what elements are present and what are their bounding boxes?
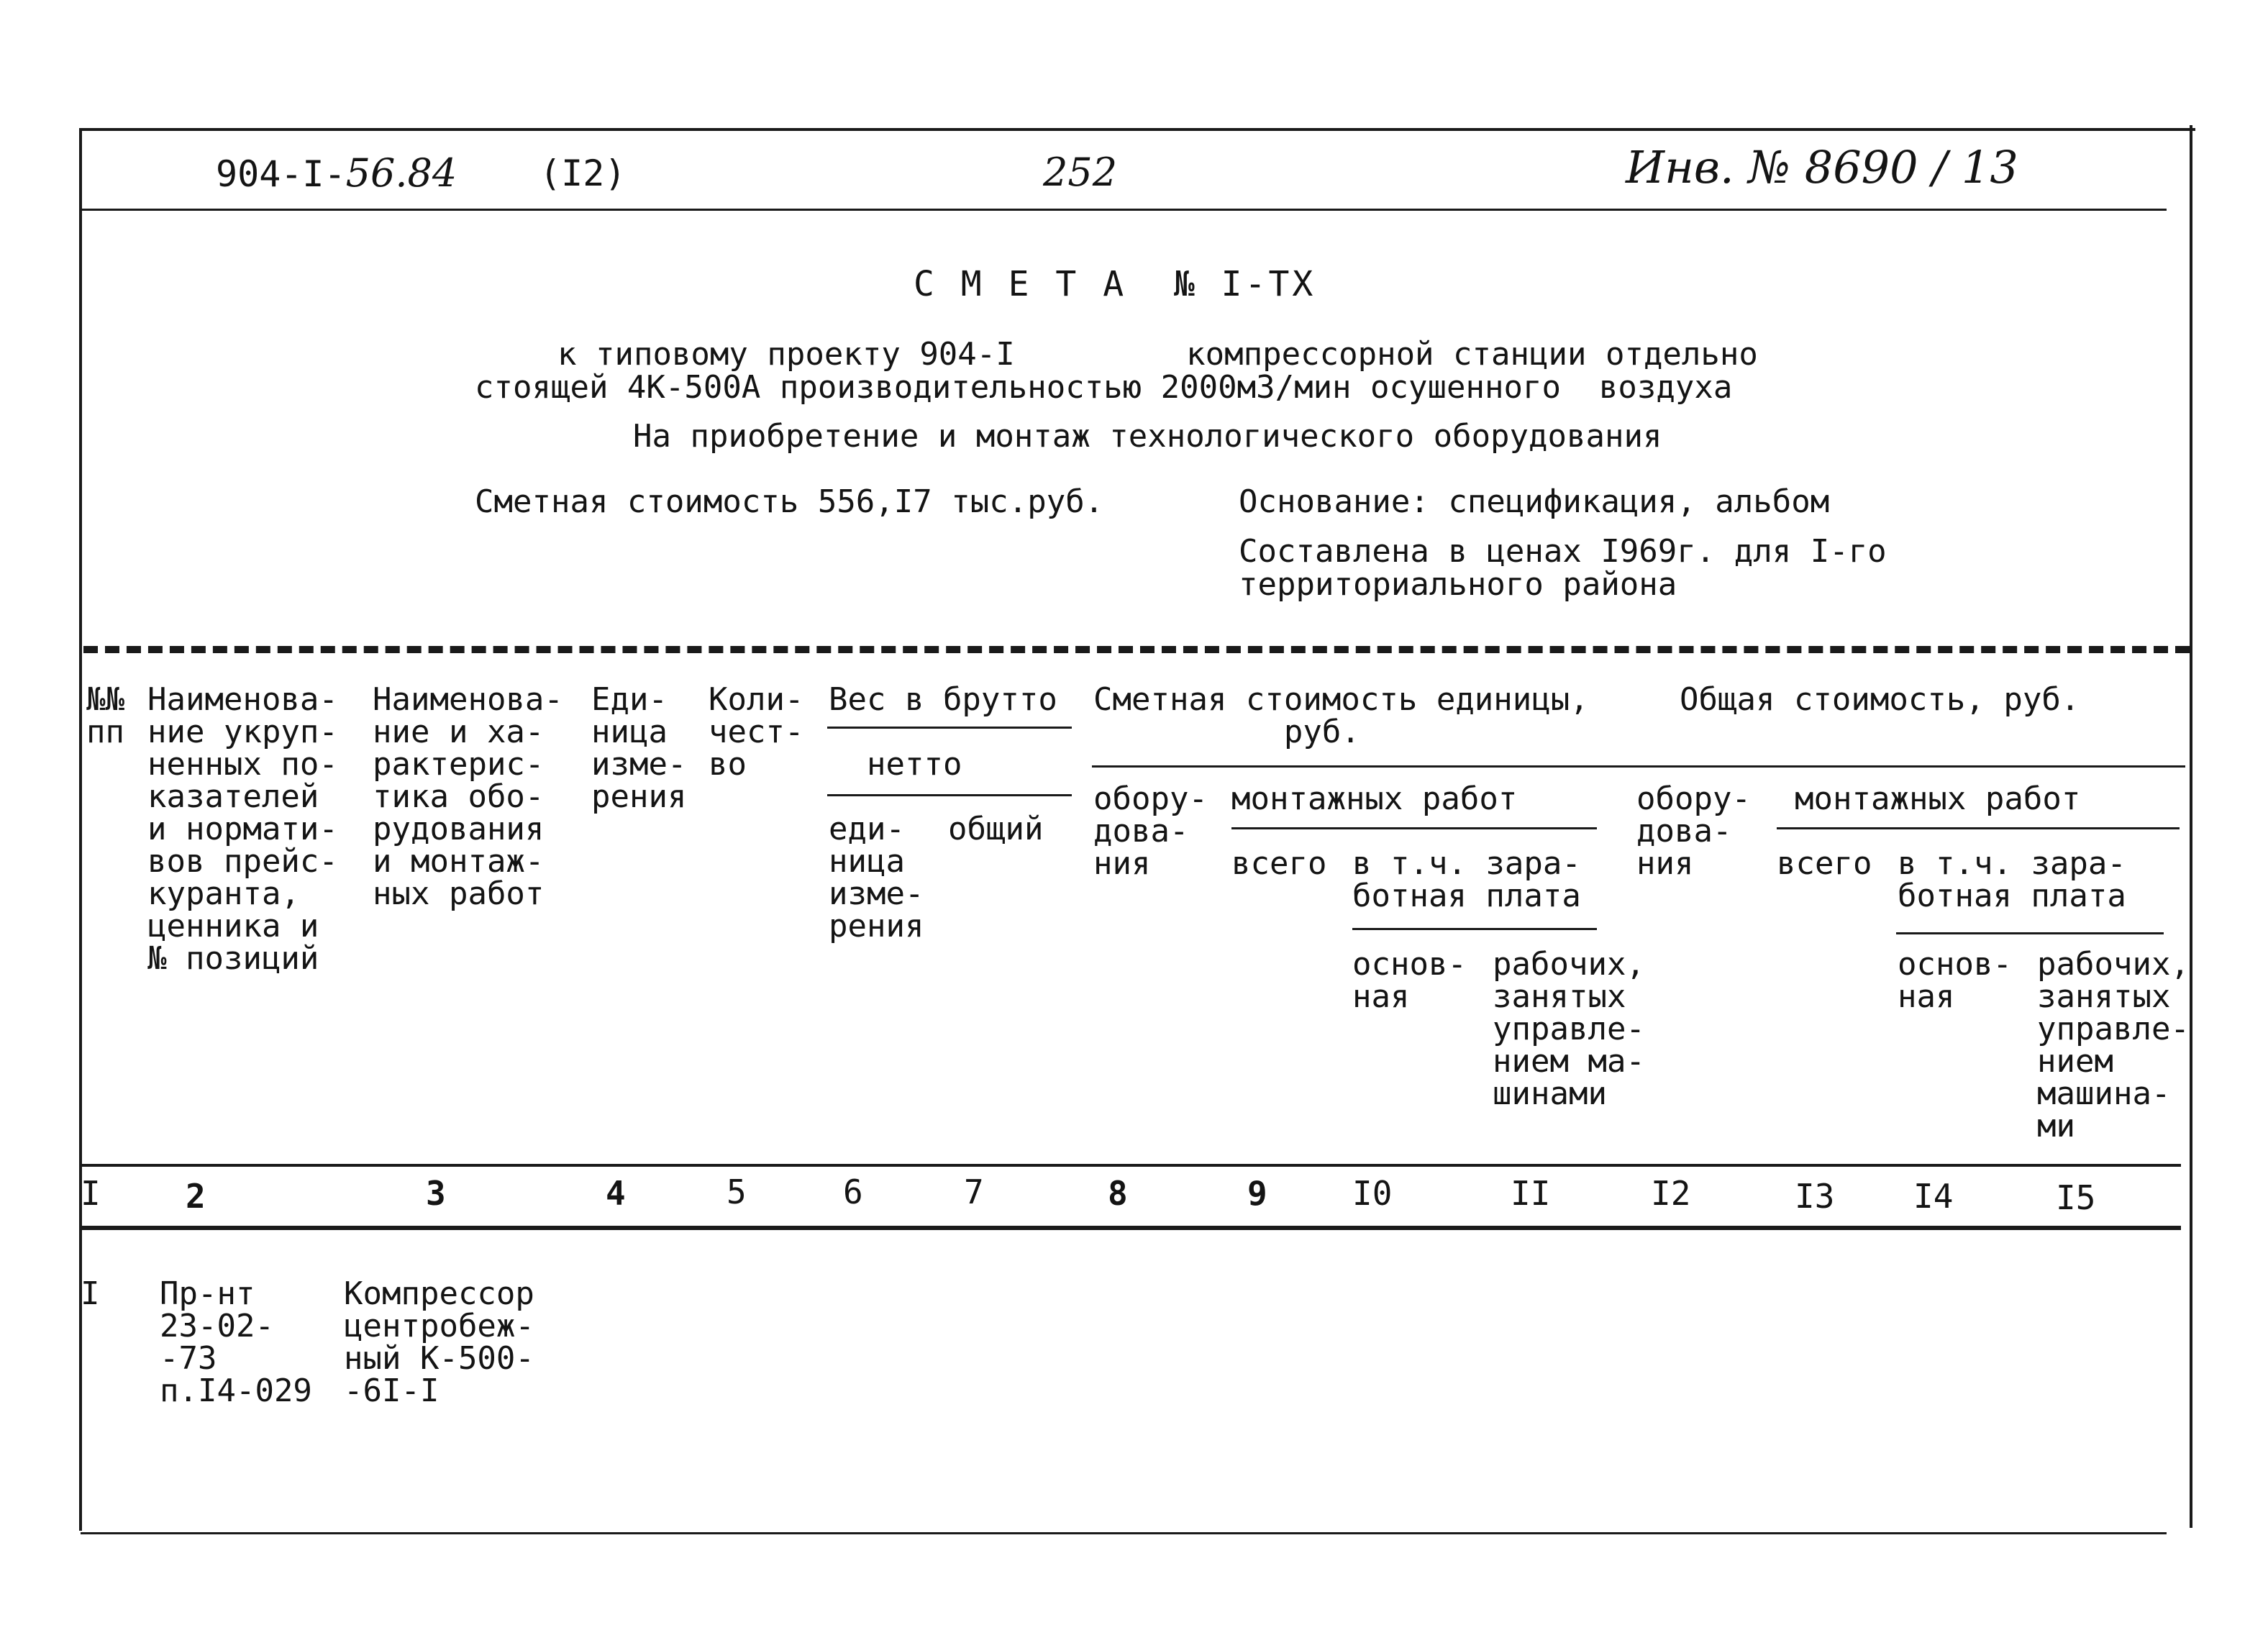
compiled-line-1: Составлена в ценах I969г. для I-го — [1239, 533, 1887, 570]
column-number: I4 — [1913, 1177, 1954, 1216]
mount-works-a-rule — [1231, 827, 1597, 829]
column-number: I2 — [1651, 1174, 1691, 1213]
header-mount-works-b: монтажных работ — [1795, 780, 2081, 817]
series-handwritten: 56.84 — [345, 150, 457, 196]
header-c9: всего — [1231, 845, 1327, 882]
row-norm: Пр-нт 23-02- -73 п.I4-029 — [160, 1275, 312, 1409]
header-total-cost-group: Общая стоимость, руб. — [1680, 681, 2080, 718]
column-number: 6 — [843, 1173, 863, 1211]
title-line-2: стоящей 4К-500А производительностью 2000м3/мин осушенного воздуха — [475, 369, 1733, 406]
weight-group-rule — [827, 727, 1072, 729]
table-top-rule — [83, 646, 2190, 653]
header-mount-works-a: монтажных работ — [1231, 780, 1518, 817]
incl-wage-a-rule — [1352, 928, 1597, 930]
title-line-1: к типовому проекту 904-I компрессорной станции отдельно — [557, 336, 1758, 373]
header-c8: обору- дова- ния — [1093, 780, 1208, 882]
header-c15: рабочих, занятых управле- нием машина- ми — [2037, 946, 2190, 1144]
column-numbers-bottom-rule — [81, 1226, 2181, 1230]
column-number: 3 — [426, 1174, 446, 1213]
column-number: 5 — [727, 1173, 747, 1211]
frame-right-line — [2190, 125, 2192, 1528]
unit-cost-rule — [1092, 765, 2185, 768]
header-c3: Наименова- ние и ха- рактерис- тика обо- рудования и монтаж- ных работ — [373, 681, 563, 912]
netto-rule — [827, 794, 1072, 796]
header-c5: Коли- чест- во — [709, 681, 804, 783]
stamp-divider-line — [81, 209, 2167, 211]
sheet-code: (I2) — [539, 152, 627, 194]
header-incl-wage-b: в т.ч. зара- ботная плата — [1898, 845, 2126, 914]
column-numbers-top-rule — [81, 1164, 2181, 1167]
header-c12: обору- дова- ния — [1636, 780, 1751, 882]
column-number: II — [1511, 1174, 1551, 1213]
column-number: I3 — [1795, 1177, 1835, 1216]
column-number: 2 — [186, 1177, 206, 1216]
header-c10: основ- ная — [1352, 946, 1467, 1015]
estimated-cost: Сметная стоимость 556,I7 тыс.руб. — [475, 483, 1104, 520]
page-number: 252 — [1043, 150, 1118, 195]
header-incl-wage-a: в т.ч. зара- ботная плата — [1352, 845, 1581, 914]
column-number: 7 — [964, 1173, 984, 1211]
title-line-3: На приобретение и монтаж технологического оборудования — [633, 418, 1662, 455]
frame-top-line — [81, 128, 2195, 131]
basis: Основание: спецификация, альбом — [1239, 483, 1830, 520]
column-number: 8 — [1108, 1174, 1128, 1213]
row-name: Компрессор центробеж- ный К-500- -6I-I — [344, 1275, 534, 1409]
header-c1: №№ пп — [86, 681, 124, 750]
series-number — [216, 150, 457, 196]
frame-bottom-line — [81, 1532, 2167, 1534]
compiled-line-2: территориального района — [1239, 566, 1677, 603]
inventory-number: Инв. № 8690 / 13 — [1626, 141, 2018, 194]
header-netto: нетто — [867, 746, 962, 783]
header-c7: общий — [948, 811, 1044, 847]
series-printed: 904-I- — [216, 153, 346, 195]
header-unit-cost-group: Сметная стоимость единицы, руб. — [1093, 681, 1589, 750]
incl-wage-b-rule — [1896, 932, 2164, 934]
frame-left-line — [79, 128, 82, 1531]
header-weight-group: Вес в брутто — [829, 681, 1057, 718]
header-c14: основ- ная — [1898, 946, 2012, 1015]
header-c13: всего — [1777, 845, 1872, 882]
column-number: I — [81, 1174, 101, 1213]
column-number: 4 — [606, 1174, 626, 1213]
mount-works-b-rule — [1777, 827, 2180, 829]
column-number: I0 — [1352, 1174, 1393, 1213]
header-c2: Наименова- ние укруп- ненных по- казателей и нормати- вов прейс- куранта, ценника и № позиций — [147, 681, 338, 977]
header-c11: рабочих, занятых управле- нием ма- шинами — [1493, 946, 1645, 1112]
document-heading: С М Е Т А № I-ТХ — [914, 264, 1316, 304]
column-number: I5 — [2056, 1178, 2096, 1217]
header-c4: Еди- ница изме- рения — [591, 681, 687, 815]
header-c6: еди- ница изме- рения — [829, 811, 924, 944]
row-number: I — [81, 1275, 100, 1312]
column-number: 9 — [1247, 1174, 1267, 1213]
